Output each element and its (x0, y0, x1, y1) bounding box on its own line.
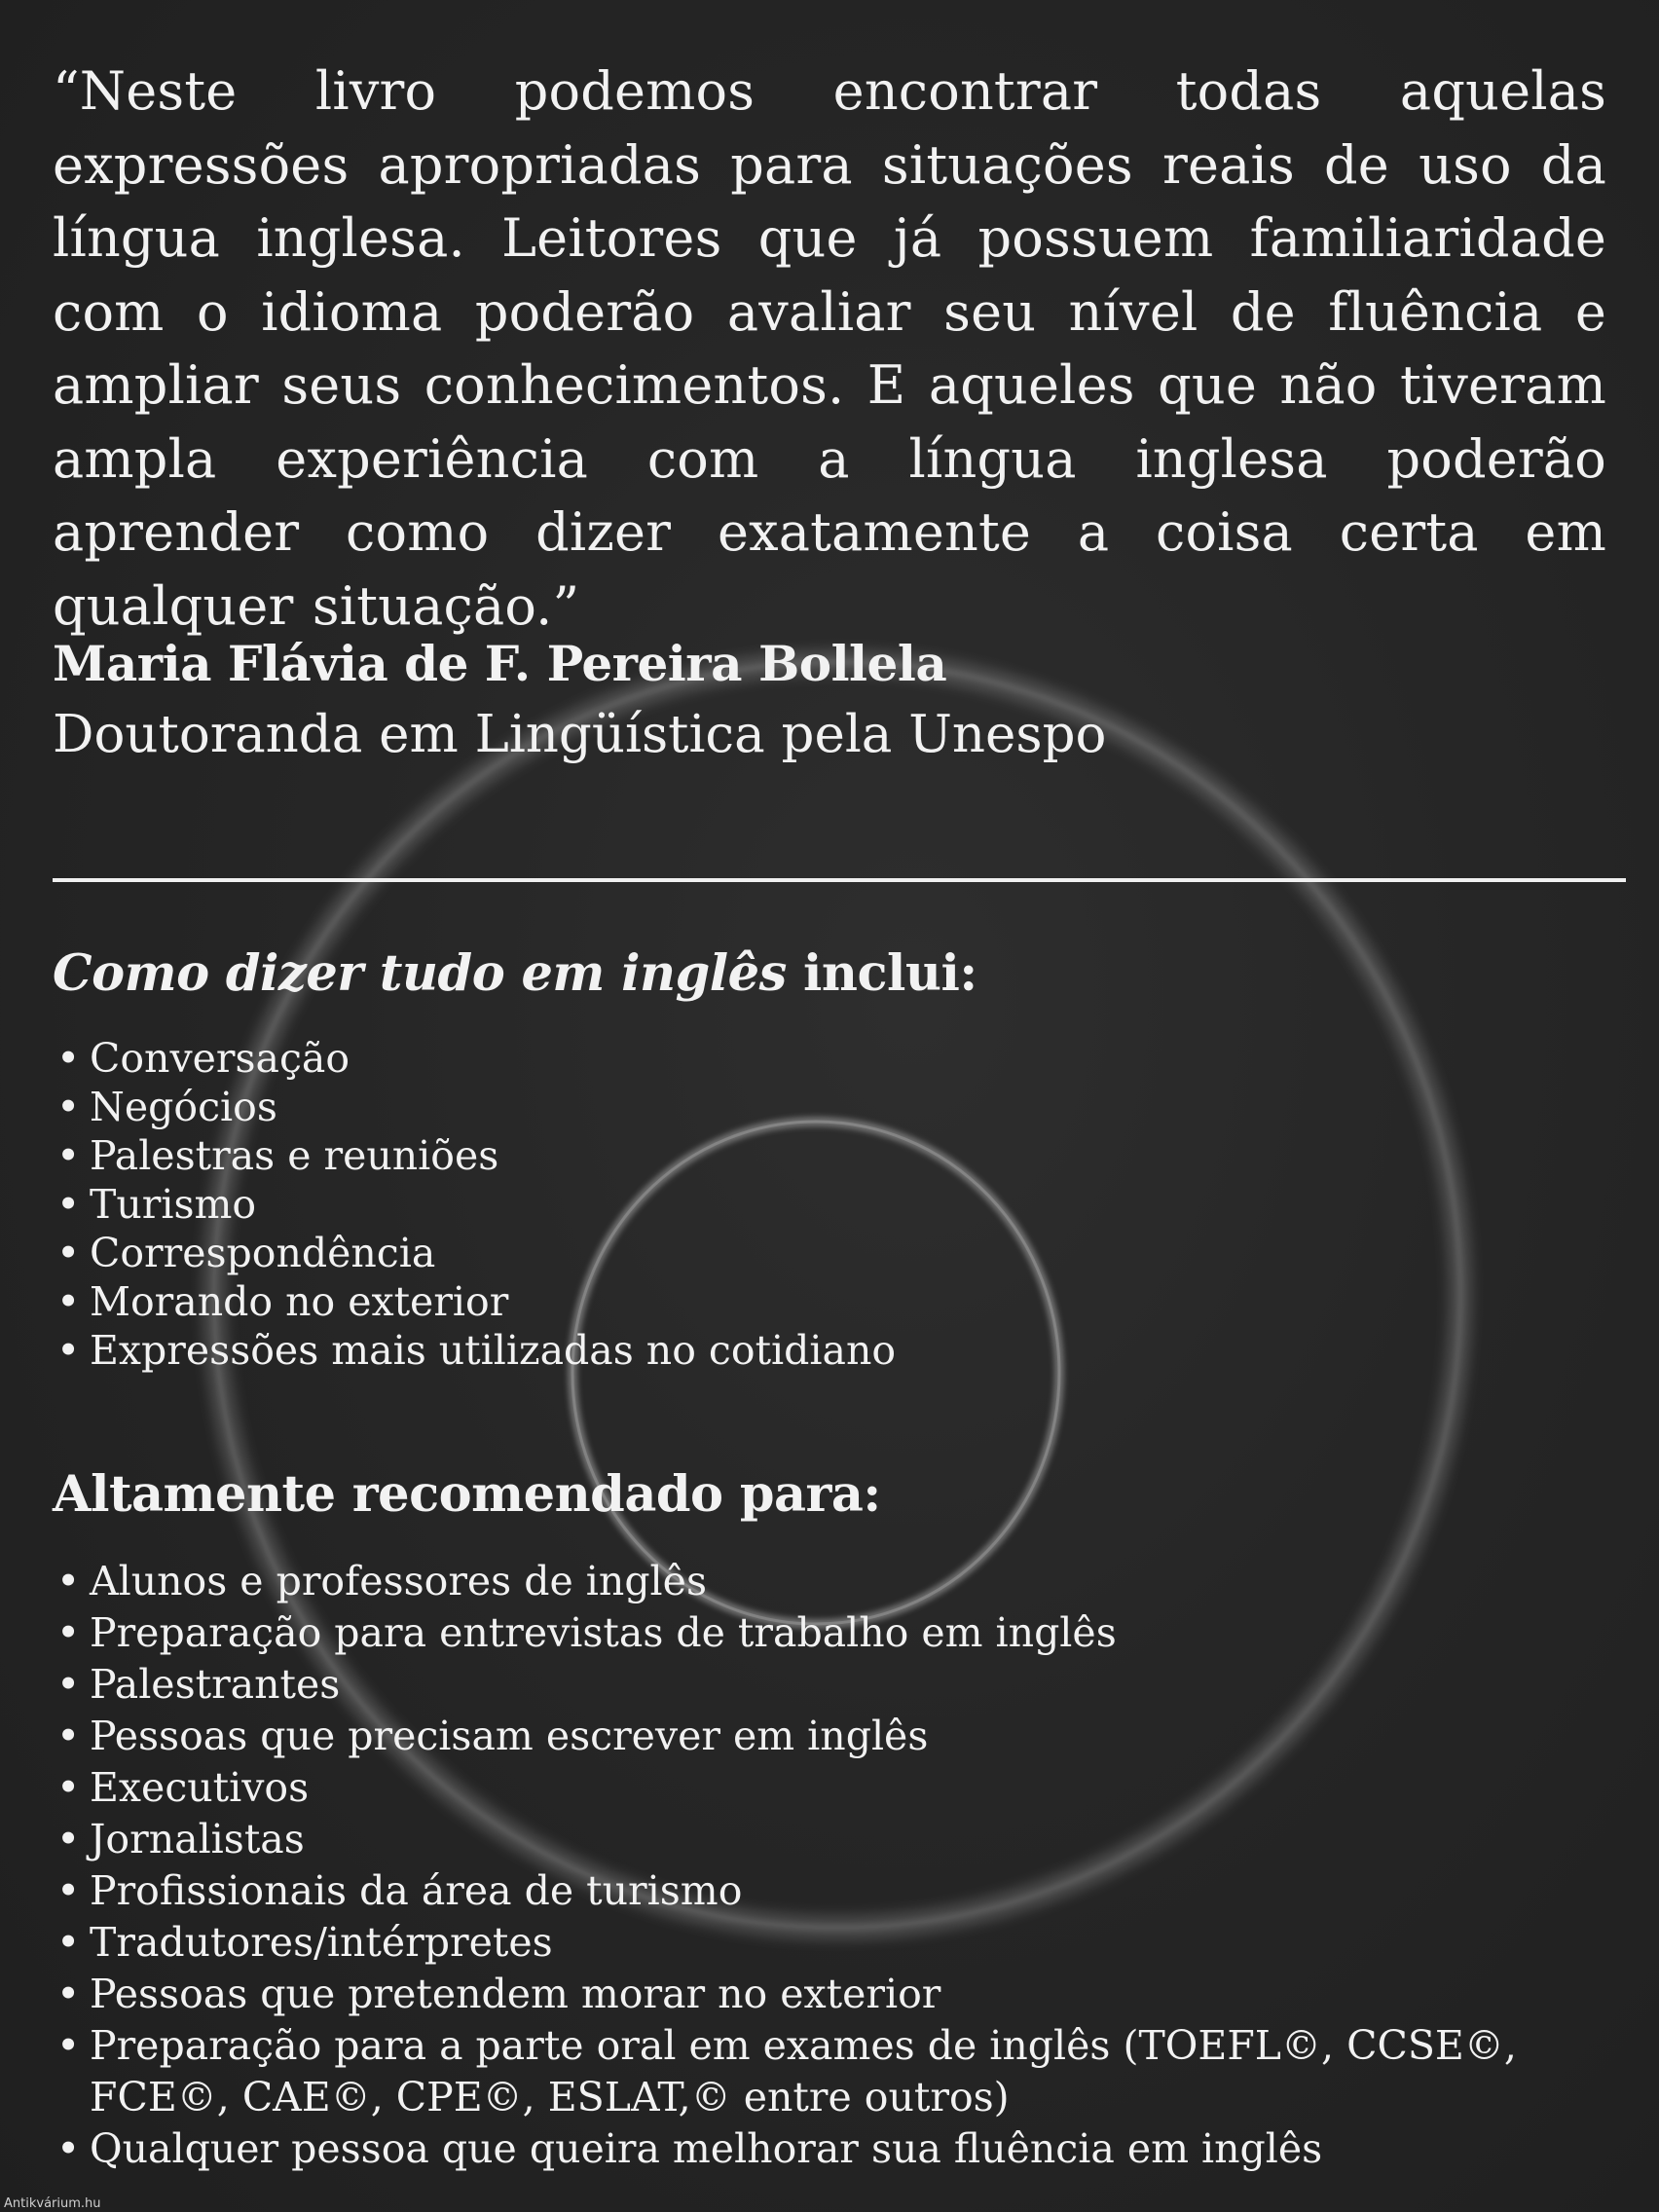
list-item: • Morando no exterior (53, 1277, 896, 1326)
list-item: • Negócios (53, 1083, 896, 1131)
author-name: Maria Flávia de F. Pereira Bollela (53, 635, 947, 692)
author-title: Doutoranda em Lingüística pela Unespo (53, 705, 1107, 764)
list-item: • Alunos e professores de inglês (53, 1556, 1608, 1607)
list-item: • Expressões mais utilizadas no cotidiano (53, 1326, 896, 1375)
recommended-heading: Altamente recomendado para: (53, 1465, 881, 1524)
watermark: Antikvárium.hu (4, 2196, 101, 2211)
recommended-list (53, 1556, 1608, 2175)
section-divider (53, 878, 1626, 882)
list-item: • Palestrantes (53, 1659, 1608, 1711)
list-item: • Turismo (53, 1180, 896, 1229)
book-title: Como dizer tudo em inglês (53, 944, 787, 1003)
includes-heading-suffix: inclui: (786, 944, 977, 1003)
testimonial-quote: “Neste livro podemos encontrar todas aquelas expressões apropriadas para situações reais de uso da língua inglesa. Leitores que já possuem familiaridade com o idioma poderão avaliar seu nível de fluência e ampliar seus conhecimentos. E aqueles que não tiveram ampla experiência com a língua inglesa poderão aprender como dizer exatamente a coisa certa em qualquer situação.” (53, 60, 1606, 637)
list-item: • Profissionais da área de turismo (53, 1865, 1608, 1917)
list-item: • Palestras e reuniões (53, 1131, 896, 1180)
list-item: • Correspondência (53, 1229, 896, 1277)
list-item: • Pessoas que pretendem morar no exterior (53, 1969, 1608, 2020)
list-item: • Qualquer pessoa que queira melhorar sua fluência em inglês (53, 2123, 1608, 2175)
list-item: • Executivos (53, 1762, 1608, 1814)
list-item: • Conversação (53, 1034, 896, 1083)
includes-list (53, 1034, 896, 1375)
includes-heading (53, 944, 977, 1003)
list-item: • Tradutores/intérpretes (53, 1917, 1608, 1969)
list-item: • Jornalistas (53, 1814, 1608, 1865)
list-item: • Preparação para entrevistas de trabalho em inglês (53, 1607, 1608, 1659)
list-item: • Pessoas que precisam escrever em inglês (53, 1711, 1608, 1762)
list-item: • Preparação para a parte oral em exames de inglês (TOEFL©, CCSE©, FCE©, CAE©, CPE©, ESLAT,© entre outros) (53, 2020, 1608, 2123)
